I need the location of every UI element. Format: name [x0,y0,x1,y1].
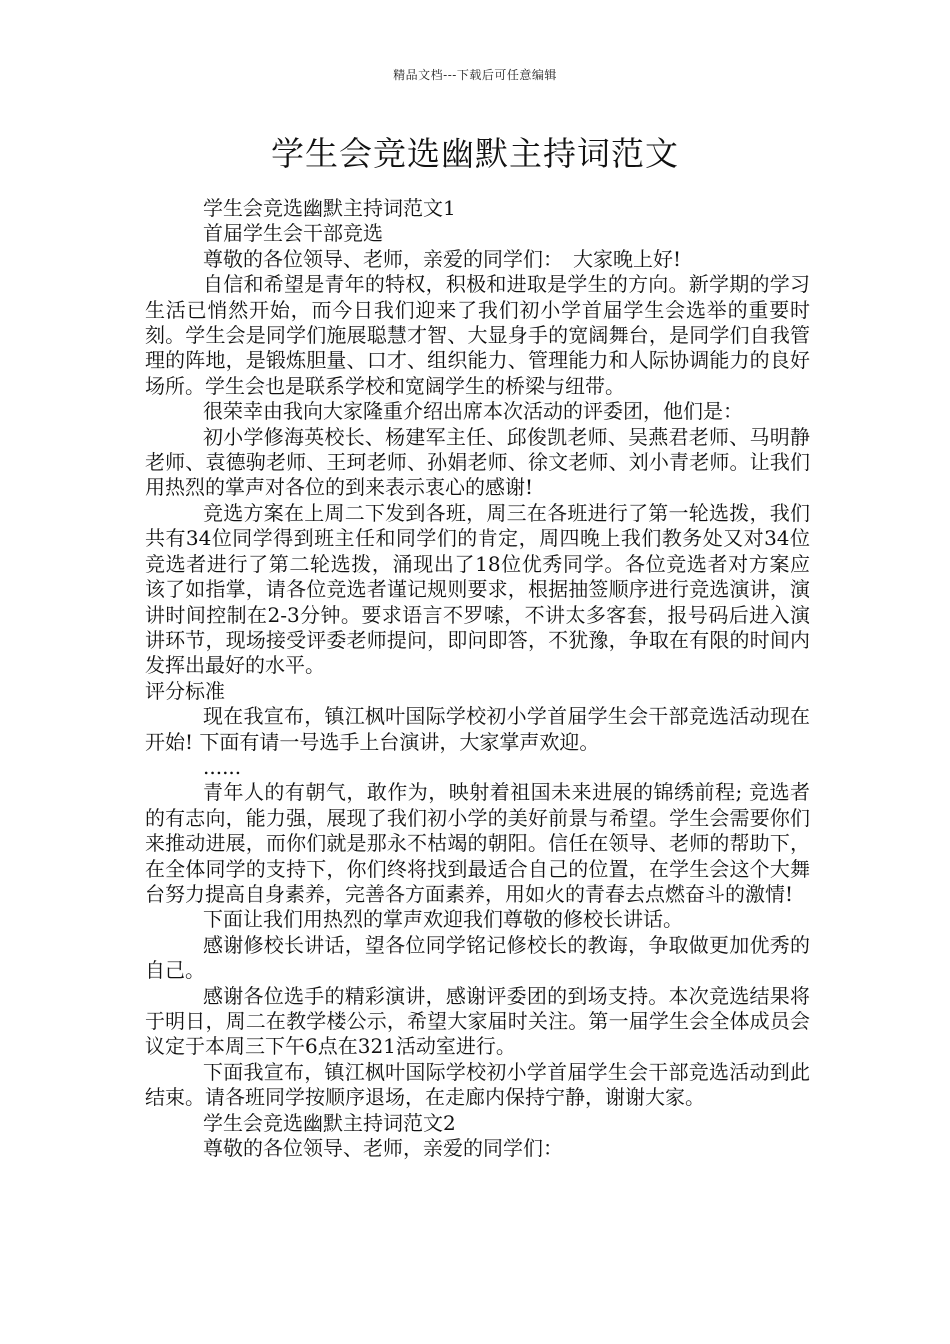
section-heading-1: 学生会竞选幽默主持词范文1 [203,196,456,220]
ellipsis: ...... [203,754,242,779]
document-title: 学生会竞选幽默主持词范文 [271,134,679,173]
greeting: 尊敬的各位领导、老师，亲爱的同学们： 大家晚上好! [203,246,682,271]
paragraph-principal-thanks: 感谢修校长讲话，望各位同学铭记修校长的教诲，争取做更加优秀的自己。 [145,932,810,983]
paragraph-opening: 现在我宣布，镇江枫叶国际学校初小学首届学生会干部竞选活动现在开始! 下面有请一号选手上台演讲，大家掌声欢迎。 [145,704,810,754]
paragraph-judges-list: 初小学修海英校长、杨建军主任、邱俊凯老师、吴燕君老师、马明静老师、袁德驹老师、王珂老师、孙娟老师、徐文老师、刘小青老师。让我们用热烈的掌声对各位的到来表示衷心的感谢! [145,424,810,500]
paragraph-principal-invite: 下面让我们用热烈的掌声欢迎我们尊敬的修校长讲话。 [203,907,683,932]
paragraph-rules: 竞选方案在上周二下发到各班，周三在各班进行了第一轮选拨，我们共有34位同学得到班主任和同学们的肯定，周四晚上我们教务处又对34位竞选者进行了第二轮选拨，涌现出了18位优秀同学。各位竞选者对方案应该了如指掌，请各位竞选者谨记规则要求，根据抽签顺序进行竞选演讲，演讲时间控制在2-3分钟。要求语言不罗嗦，不讲太多客套，报号码后进入演讲环节，现场接受评委老师提问，即问即答，不犹豫，争取在有限的时间内发挥出最好的水平。 [145,500,810,678]
header-note: 精品文档---下载后可任意编辑 [393,68,557,82]
paragraph-youth: 青年人的有朝气，敢作为，映射着祖国未来进展的锦绣前程; 竞选者的有志向，能力强，展现了我们初小学的美好前景与希望。学生会需要你们来推动进展，而你们就是那永不枯竭的朝阳。信任在领导、老师的帮助下，在全体同学的支持下，你们终将找到最适合自己的位置，在学生会这个大舞台努力提高自身素养，完善各方面素养，用如火的青春去点燃奋斗的激情! [145,780,810,906]
section-heading-2: 学生会竞选幽默主持词范文2 [203,1110,456,1135]
document-body [145,196,810,1161]
paragraph-judges-intro: 很荣幸由我向大家隆重介绍出席本次活动的评委团，他们是： [203,399,743,424]
paragraph-results: 感谢各位选手的精彩演讲，感谢评委团的到场支持。本次竞选结果将于明日，周二在教学楼公示，希望大家届时关注。第一届学生会全体成员会议定于本周三下午6点在321活动室进行。 [145,983,810,1059]
paragraph-closing: 下面我宣布，镇江枫叶国际学校初小学首届学生会干部竞选活动到此结束。请各班同学按顺序退场，在走廊内保持宁静，谢谢大家。 [145,1059,810,1110]
paragraph-intro: 自信和希望是青年的特权，积极和进取是学生的方向。新学期的学习生活已悄然开始，而今日我们迎来了我们初小学首届学生会选举的重要时刻。学生会是同学们施展聪慧才智、大显身手的宽阔舞台，是同学们自我管理的阵地，是锻炼胆量、口才、组织能力、管理能力和人际协调能力的良好场所。学生会也是联系学校和宽阔学生的桥梁与纽带。 [145,272,810,398]
scoring-standard: 评分标准 [145,678,225,703]
greeting-2: 尊敬的各位领导、老师，亲爱的同学们： [203,1136,563,1161]
event-name: 首届学生会干部竞选 [203,221,383,246]
